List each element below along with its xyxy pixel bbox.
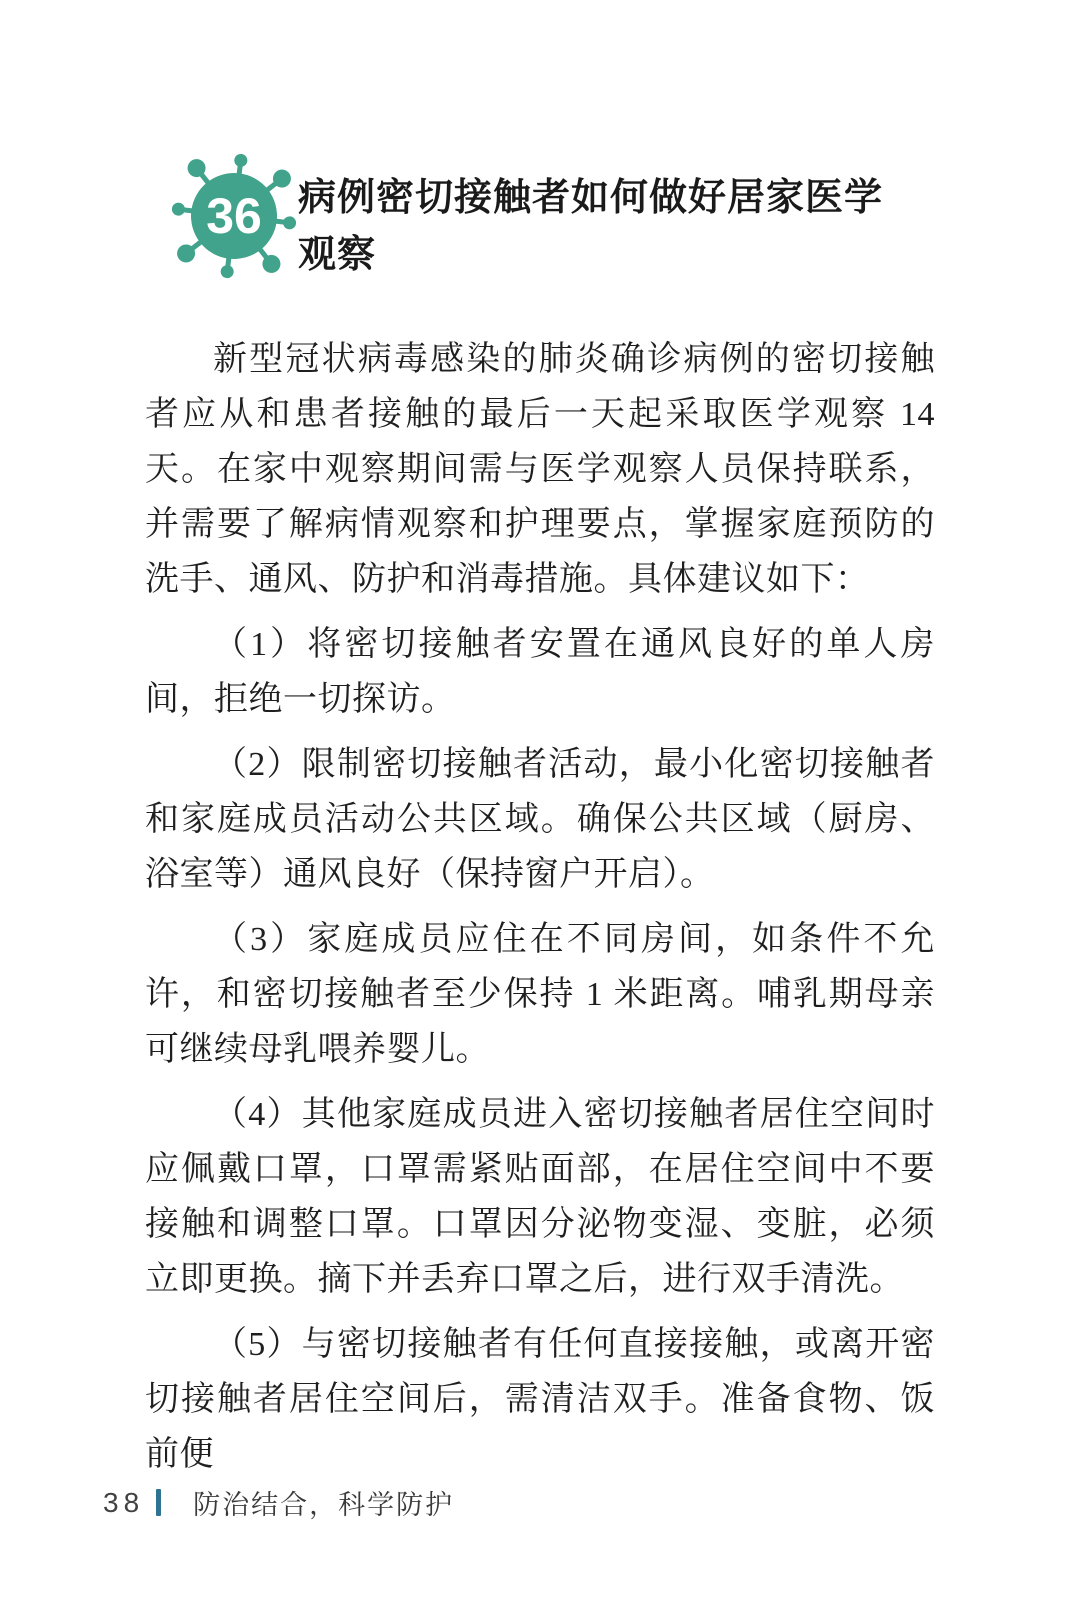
page-footer: [103, 1483, 454, 1522]
paragraph-item-5: （5）与密切接触者有任何直接接触，或离开密切接触者居住空间后，需清洁双手。准备食物、饭前便: [145, 1326, 935, 1473]
page-title: 病例密切接触者如何做好居家医学观察: [298, 177, 884, 276]
footer-slogan: 防治结合，科学防护: [193, 1490, 455, 1520]
article-body: [145, 332, 935, 1492]
section-header: [170, 150, 890, 284]
page-number: 38: [103, 1486, 145, 1518]
paragraph-item-3: （3）家庭成员应住在不同房间，如条件不允许，和密切接触者至少保持 1 米距离。哺乳期母亲可继续母乳喂养婴儿。: [145, 921, 935, 1068]
paragraph-intro: 新型冠状病毒感染的肺炎确诊病例的密切接触者应从和患者接触的最后一天起采取医学观察 14 天。在家中观察期间需与医学观察人员保持联系，并需要了解病情观察和护理要点，掌握家庭预防的洗手、通风、防护和消毒措施。具体建议如下：: [145, 341, 935, 598]
footer-divider-bar: [156, 1489, 161, 1516]
paragraph-item-2: （2）限制密切接触者活动，最小化密切接触者和家庭成员活动公共区域。确保公共区域（厨房、浴室等）通风良好（保持窗户开启）。: [145, 746, 935, 893]
paragraph-item-4: （4）其他家庭成员进入密切接触者居住空间时应佩戴口罩，口罩需紧贴面部，在居住空间中不要接触和调整口罩。口罩因分泌物变湿、变脏，必须立即更换。摘下并丢弃口罩之后，进行双手清洗。: [145, 1096, 935, 1298]
virus-icon: [170, 152, 298, 280]
paragraph-item-1: （1）将密切接触者安置在通风良好的单人房间，拒绝一切探访。: [145, 626, 935, 718]
section-number: 36: [206, 188, 262, 244]
